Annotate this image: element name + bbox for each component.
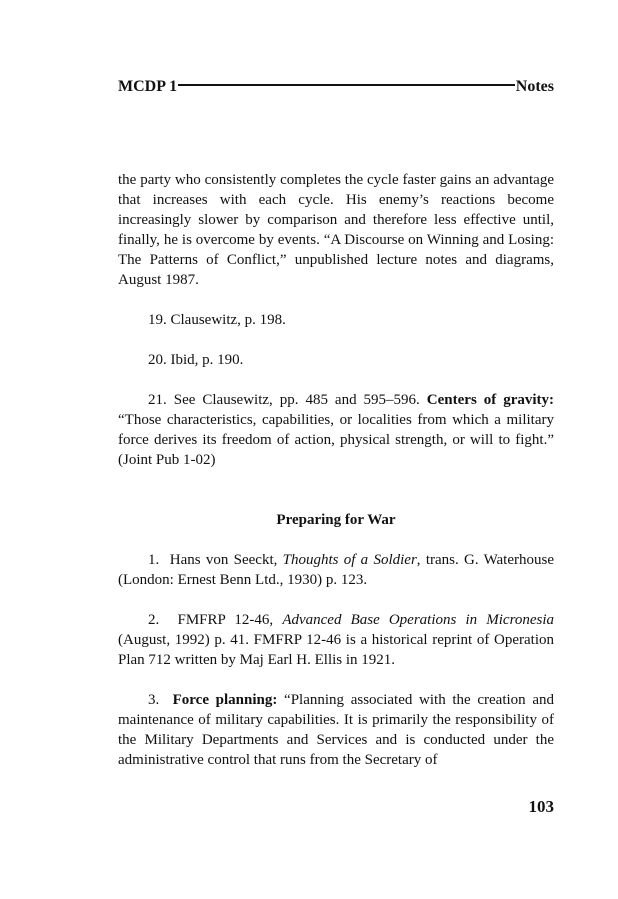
note-text: Ibid, p. 190. <box>170 352 244 368</box>
note-text: FMFRP 12-46, <box>177 612 274 628</box>
definition-text: “Those characteristics, capabilities, or localities from which a military force derives its freedom of action, physical strength, or will to fight.” (Joint Pub 1-02) <box>118 412 554 468</box>
note-text: Hans von Seeckt, <box>169 552 278 568</box>
note-number: 19. <box>148 312 167 328</box>
note-20 <box>118 350 554 370</box>
note-pfw-3 <box>118 690 554 770</box>
note-number: 2. <box>148 612 160 628</box>
note-pfw-2 <box>118 610 554 670</box>
note-text: (August, 1992) p. 41. FMFRP 12-46 is a historical reprint of Operation Plan 712 written by Maj Earl H. Ellis in 1921. <box>118 632 554 668</box>
page-number: 103 <box>528 797 554 816</box>
note-lead: See Clausewitz, pp. 485 and 595–596. <box>173 392 420 408</box>
book-title: Thoughts of a Soldier <box>282 552 417 568</box>
continued-note-text: the party who consistently completes the cycle faster gains an advantage that increases with each cycle. His enemy’s reactions become increasingly slower by comparison and therefore less effective until, finally, he is overcome by events. “A Discourse on Winning and Losing: The Patterns of Conflict,” unpublished lecture notes and diagrams, August 1987. <box>118 172 554 288</box>
note-text: Clausewitz, p. 198. <box>170 312 286 328</box>
header-rule <box>178 84 515 86</box>
note-21 <box>118 390 554 470</box>
note-number: 21. <box>148 392 167 408</box>
note-number: 1. <box>148 552 160 568</box>
note-text: , trans. G. Waterhouse (London: Ernest Benn Ltd., 1930) p. 123. <box>118 552 554 588</box>
section-heading: Preparing for War <box>276 512 396 528</box>
defined-term: Force planning: <box>172 692 278 708</box>
header-publication: MCDP 1 <box>118 78 178 95</box>
page-body <box>118 170 554 770</box>
book-title: Advanced Base Operations in Micronesia <box>282 612 555 628</box>
definition-text: “Planning associated with the creation and maintenance of military capabilities. It is primarily the responsibility of the Military Departments and Services and is conducted under the administrative control that runs from the Secretary of <box>118 692 555 768</box>
note-number: 20. <box>148 352 167 368</box>
header-section: Notes <box>515 78 554 95</box>
running-header <box>118 76 554 98</box>
note-number: 3. <box>148 692 160 708</box>
note-pfw-1 <box>118 550 554 590</box>
defined-term: Centers of gravity: <box>426 392 555 408</box>
note-19 <box>118 310 554 330</box>
